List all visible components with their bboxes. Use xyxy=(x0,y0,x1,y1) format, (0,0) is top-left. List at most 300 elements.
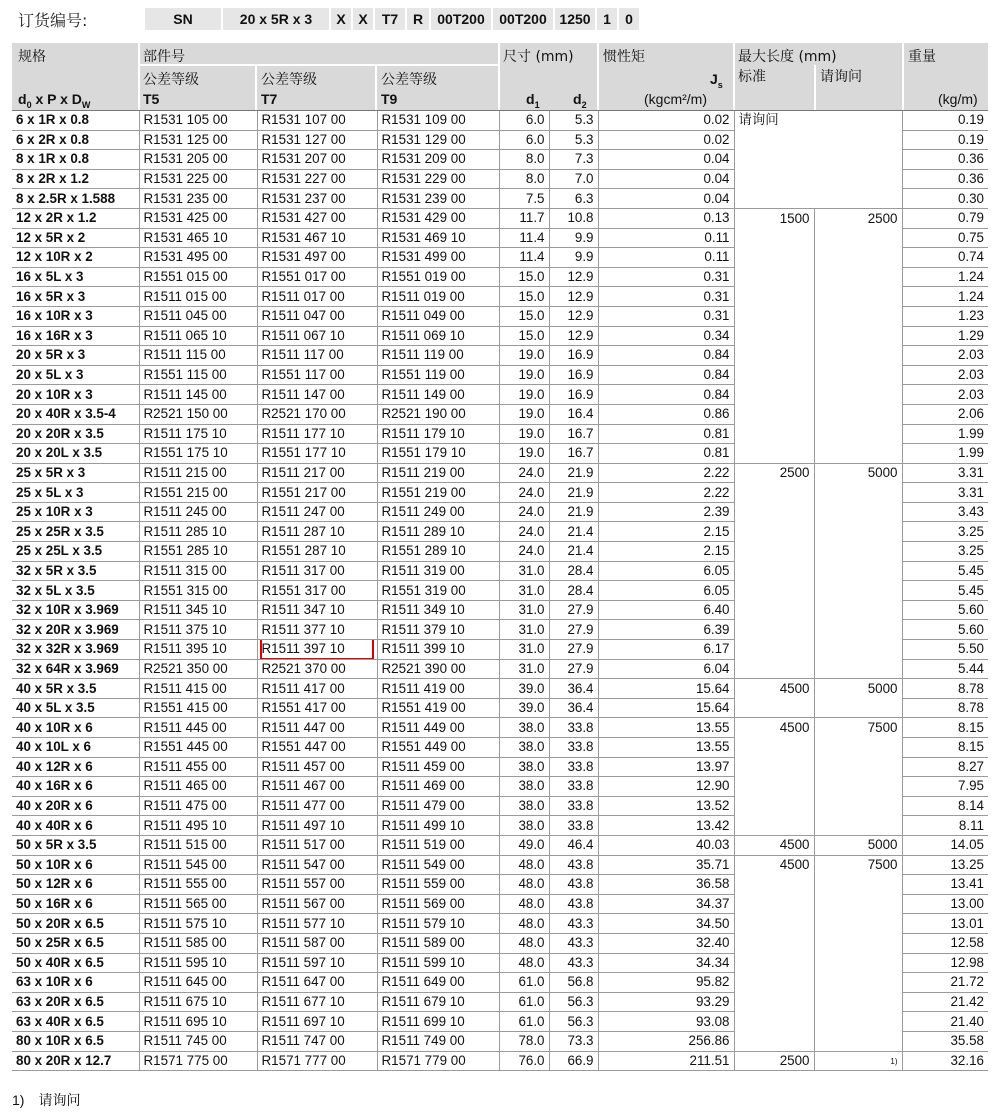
d1-cell: 38.0 xyxy=(499,796,549,816)
part-t9-cell: R1511 589 00 xyxy=(377,933,499,953)
spec-cell: 63 x 20R x 6.5 xyxy=(12,992,139,1012)
inertia-cell: 0.84 xyxy=(598,365,734,385)
max-length-standard-cell xyxy=(734,973,814,993)
part-t7-cell: R1511 067 10 xyxy=(257,326,377,346)
max-length-standard-cell xyxy=(734,522,814,542)
table-row xyxy=(12,404,988,424)
spec-cell: 16 x 10R x 3 xyxy=(12,306,139,326)
d2-cell: 16.7 xyxy=(549,444,598,464)
part-t9-cell: R1511 549 00 xyxy=(377,855,499,875)
max-length-request-cell xyxy=(814,894,902,914)
spec-cell: 25 x 25R x 3.5 xyxy=(12,522,139,542)
weight-cell: 5.60 xyxy=(902,600,988,620)
max-length-standard-cell xyxy=(734,816,814,836)
header-t5: T5 xyxy=(143,91,160,107)
inertia-cell: 0.04 xyxy=(598,150,734,170)
max-length-standard-cell xyxy=(734,130,814,150)
part-t9-cell: R1571 779 00 xyxy=(377,1051,499,1071)
table-header xyxy=(12,43,988,110)
part-t7-cell: R1511 587 00 xyxy=(257,933,377,953)
header-on-request: 请询问 xyxy=(820,69,862,85)
max-length-request-cell: 7500 xyxy=(814,718,902,738)
spec-cell: 50 x 10R x 6 xyxy=(12,855,139,875)
part-t9-cell: R1511 219 00 xyxy=(377,463,499,483)
part-t9-cell: R1531 109 00 xyxy=(377,111,499,130)
header-tolerance-t5: 公差等级 xyxy=(143,72,199,88)
weight-cell: 8.15 xyxy=(902,718,988,738)
part-t7-cell: R1551 177 10 xyxy=(257,444,377,464)
part-t9-cell: R1511 479 00 xyxy=(377,796,499,816)
part-t5-cell: R1511 145 00 xyxy=(139,385,257,405)
header-tolerance-t9: 公差等级 xyxy=(381,72,437,88)
weight-cell: 3.25 xyxy=(902,542,988,562)
part-t7-cell: R1531 127 00 xyxy=(257,130,377,150)
part-t9-cell: R1511 289 10 xyxy=(377,522,499,542)
part-t7-cell: R1511 047 00 xyxy=(257,306,377,326)
d2-cell: 12.9 xyxy=(549,287,598,307)
weight-cell: 3.43 xyxy=(902,502,988,522)
max-length-request-cell xyxy=(814,992,902,1012)
spec-cell: 12 x 2R x 1.2 xyxy=(12,208,139,228)
part-t7-cell: R1531 237 00 xyxy=(257,189,377,209)
table-row xyxy=(12,267,988,287)
part-t5-cell: R1531 125 00 xyxy=(139,130,257,150)
part-t9-cell: R1531 229 00 xyxy=(377,169,499,189)
max-length-standard-cell xyxy=(734,640,814,660)
inertia-cell: 0.31 xyxy=(598,267,734,287)
inertia-cell: 95.82 xyxy=(598,973,734,993)
weight-cell: 0.36 xyxy=(902,169,988,189)
d1-cell: 38.0 xyxy=(499,738,549,758)
d2-cell: 33.8 xyxy=(549,816,598,836)
inertia-cell: 211.51 xyxy=(598,1051,734,1071)
part-t7-cell: R1551 117 00 xyxy=(257,365,377,385)
weight-cell: 2.03 xyxy=(902,385,988,405)
inertia-cell: 6.39 xyxy=(598,620,734,640)
d2-cell: 27.9 xyxy=(549,600,598,620)
part-t7-cell: R1511 377 10 xyxy=(257,620,377,640)
part-t5-cell: R1511 745 00 xyxy=(139,1031,257,1051)
max-length-standard-cell xyxy=(734,894,814,914)
spec-cell: 50 x 16R x 6 xyxy=(12,894,139,914)
max-length-standard-cell xyxy=(734,228,814,248)
d1-cell: 31.0 xyxy=(499,581,549,601)
d2-cell: 9.9 xyxy=(549,228,598,248)
max-length-request-cell xyxy=(814,600,902,620)
header-divider xyxy=(498,43,500,110)
max-length-request-cell xyxy=(814,326,902,346)
part-t7-cell: R1511 647 00 xyxy=(257,973,377,993)
part-t9-cell: R1511 179 10 xyxy=(377,424,499,444)
d1-cell: 19.0 xyxy=(499,385,549,405)
spec-cell: 20 x 5R x 3 xyxy=(12,346,139,366)
part-t7-cell: R1531 427 00 xyxy=(257,208,377,228)
part-t9-cell: R1511 319 00 xyxy=(377,561,499,581)
max-length-request-cell xyxy=(814,130,902,150)
max-length-request-cell xyxy=(814,757,902,777)
inertia-cell: 0.02 xyxy=(598,111,734,130)
spec-cell: 63 x 40R x 6.5 xyxy=(12,1012,139,1032)
table-row xyxy=(12,933,988,953)
header-divider xyxy=(140,64,498,66)
weight-cell: 0.30 xyxy=(902,189,988,209)
footnote-mark: 1) xyxy=(12,1092,25,1108)
d2-cell: 27.9 xyxy=(549,640,598,660)
d1-cell: 15.0 xyxy=(499,306,549,326)
max-length-request-cell xyxy=(814,640,902,660)
inertia-cell: 0.81 xyxy=(598,444,734,464)
part-t9-cell: R1531 129 00 xyxy=(377,130,499,150)
spec-cell: 16 x 5L x 3 xyxy=(12,267,139,287)
table-row xyxy=(12,208,988,228)
max-length-request-cell xyxy=(814,267,902,287)
inertia-cell: 256.86 xyxy=(598,1031,734,1051)
weight-cell: 13.25 xyxy=(902,855,988,875)
weight-cell: 2.03 xyxy=(902,365,988,385)
d2-cell: 21.9 xyxy=(549,463,598,483)
spec-cell: 20 x 20R x 3.5 xyxy=(12,424,139,444)
part-t5-cell: R1551 445 00 xyxy=(139,738,257,758)
table-row xyxy=(12,150,988,170)
table-row xyxy=(12,542,988,562)
weight-cell: 1.23 xyxy=(902,306,988,326)
max-length-standard-cell: 4500 xyxy=(734,855,814,875)
header-divider xyxy=(902,43,904,110)
d2-cell: 43.8 xyxy=(549,855,598,875)
part-t5-cell: R1511 445 00 xyxy=(139,718,257,738)
d1-cell: 61.0 xyxy=(499,1012,549,1032)
part-t5-cell: R1511 475 00 xyxy=(139,796,257,816)
inertia-cell: 13.97 xyxy=(598,757,734,777)
max-length-standard-cell xyxy=(734,189,814,209)
parts-table xyxy=(12,110,988,1071)
max-length-standard-cell xyxy=(734,267,814,287)
max-length-request-cell xyxy=(814,483,902,503)
d1-cell: 31.0 xyxy=(499,620,549,640)
max-length-standard-cell xyxy=(734,698,814,718)
part-t7-cell: R1511 497 10 xyxy=(257,816,377,836)
header-js: $J_s$ xyxy=(710,71,723,90)
table-row xyxy=(12,600,988,620)
spec-cell: 25 x 25L x 3.5 xyxy=(12,542,139,562)
max-length-request-cell xyxy=(814,581,902,601)
table-row xyxy=(12,326,988,346)
d1-cell: 11.4 xyxy=(499,228,549,248)
part-t5-cell: R1511 555 00 xyxy=(139,875,257,895)
spec-cell: 40 x 5L x 3.5 xyxy=(12,698,139,718)
d2-cell: 43.3 xyxy=(549,953,598,973)
max-length-standard-cell xyxy=(734,581,814,601)
max-length-request-cell: 5000 xyxy=(814,679,902,699)
header-d1: $d_1$ xyxy=(526,91,540,110)
max-length-standard-cell xyxy=(734,659,814,679)
max-length-standard-cell xyxy=(734,953,814,973)
part-t7-cell: R1511 547 00 xyxy=(257,855,377,875)
part-t5-cell: R1551 415 00 xyxy=(139,698,257,718)
inertia-cell: 13.55 xyxy=(598,738,734,758)
spec-cell: 32 x 64R x 3.969 xyxy=(12,659,139,679)
d2-cell: 12.9 xyxy=(549,326,598,346)
part-t9-cell: R1511 049 00 xyxy=(377,306,499,326)
part-t7-cell: R2521 370 00 xyxy=(257,659,377,679)
d1-cell: 15.0 xyxy=(499,267,549,287)
part-t9-cell: R1511 579 10 xyxy=(377,914,499,934)
max-length-request-cell xyxy=(814,777,902,797)
spec-cell: 16 x 16R x 3 xyxy=(12,326,139,346)
order-cell: X xyxy=(331,8,351,30)
inertia-cell: 93.29 xyxy=(598,992,734,1012)
d1-cell: 31.0 xyxy=(499,640,549,660)
header-divider xyxy=(375,65,377,110)
inertia-cell: 32.40 xyxy=(598,933,734,953)
part-t7-cell: R1511 677 10 xyxy=(257,992,377,1012)
part-t7-cell: R1531 207 00 xyxy=(257,150,377,170)
max-length-request-cell xyxy=(814,816,902,836)
max-length-request-cell xyxy=(814,169,902,189)
part-t5-cell: R1511 675 10 xyxy=(139,992,257,1012)
table-row xyxy=(12,130,988,150)
table-row xyxy=(12,738,988,758)
spec-cell: 80 x 20R x 12.7 xyxy=(12,1051,139,1071)
part-t9-cell: R1511 349 10 xyxy=(377,600,499,620)
table-row xyxy=(12,365,988,385)
inertia-cell: 0.31 xyxy=(598,287,734,307)
max-length-request-cell xyxy=(814,150,902,170)
part-t5-cell: R1511 645 00 xyxy=(139,973,257,993)
d2-cell: 43.3 xyxy=(549,914,598,934)
header-divider xyxy=(733,43,735,110)
part-t9-cell: R1551 179 10 xyxy=(377,444,499,464)
part-t7-cell: R1511 177 10 xyxy=(257,424,377,444)
spec-cell: 40 x 12R x 6 xyxy=(12,757,139,777)
inertia-cell: 15.64 xyxy=(598,698,734,718)
part-t5-cell: R1511 415 00 xyxy=(139,679,257,699)
part-t7-cell: R1551 317 00 xyxy=(257,581,377,601)
part-t5-cell: R1511 215 00 xyxy=(139,463,257,483)
header-weight-unit: (kg/m) xyxy=(938,91,978,107)
max-length-request-cell xyxy=(814,875,902,895)
table-body xyxy=(12,111,988,1071)
weight-cell: 14.05 xyxy=(902,835,988,855)
order-cell: T7 xyxy=(375,8,405,30)
d1-cell: 48.0 xyxy=(499,875,549,895)
d2-cell: 66.9 xyxy=(549,1051,598,1071)
part-t9-cell: R1511 519 00 xyxy=(377,835,499,855)
table-row xyxy=(12,992,988,1012)
d1-cell: 6.0 xyxy=(499,130,549,150)
part-t9-cell: R1511 679 10 xyxy=(377,992,499,1012)
table-row xyxy=(12,894,988,914)
spec-cell: 40 x 20R x 6 xyxy=(12,796,139,816)
part-t5-cell: R1551 215 00 xyxy=(139,483,257,503)
part-t9-cell: R2521 190 00 xyxy=(377,404,499,424)
part-t9-cell: R1551 319 00 xyxy=(377,581,499,601)
d2-cell: 12.9 xyxy=(549,267,598,287)
max-length-request-cell xyxy=(814,953,902,973)
d1-cell: 38.0 xyxy=(499,777,549,797)
part-t7-cell: R1551 287 10 xyxy=(257,542,377,562)
d2-cell: 43.8 xyxy=(549,875,598,895)
max-length-standard-cell xyxy=(734,385,814,405)
max-length-standard-cell xyxy=(734,914,814,934)
d1-cell: 19.0 xyxy=(499,404,549,424)
footnote-text: 请询问 xyxy=(38,1093,81,1109)
d2-cell: 33.8 xyxy=(549,757,598,777)
part-t5-cell: R1511 495 10 xyxy=(139,816,257,836)
max-length-request-cell xyxy=(814,1012,902,1032)
part-t5-cell: R1531 465 10 xyxy=(139,228,257,248)
part-t9-cell: R1511 419 00 xyxy=(377,679,499,699)
inertia-cell: 0.31 xyxy=(598,306,734,326)
table-row xyxy=(12,1012,988,1032)
table-row xyxy=(12,1031,988,1051)
d1-cell: 48.0 xyxy=(499,914,549,934)
part-t9-cell: R1551 289 10 xyxy=(377,542,499,562)
table-row xyxy=(12,463,988,483)
d2-cell: 28.4 xyxy=(549,581,598,601)
header-d2: $d_2$ xyxy=(573,91,587,110)
d2-cell: 27.9 xyxy=(549,659,598,679)
spec-cell: 6 x 2R x 0.8 xyxy=(12,130,139,150)
d1-cell: 11.7 xyxy=(499,208,549,228)
part-t7-cell: R1511 517 00 xyxy=(257,835,377,855)
header-tolerance-t7: 公差等级 xyxy=(261,72,317,88)
max-length-standard-cell xyxy=(734,600,814,620)
part-t9-cell: R1511 499 10 xyxy=(377,816,499,836)
part-t9-cell: R1511 249 00 xyxy=(377,502,499,522)
part-t7-cell: R1511 217 00 xyxy=(257,463,377,483)
inertia-cell: 12.90 xyxy=(598,777,734,797)
max-length-request-cell xyxy=(814,973,902,993)
part-t9-cell: R1511 649 00 xyxy=(377,973,499,993)
spec-cell: 20 x 40R x 3.5-4 xyxy=(12,404,139,424)
order-cell: 0 xyxy=(619,8,639,30)
part-t9-cell: R1551 119 00 xyxy=(377,365,499,385)
spec-cell: 8 x 2.5R x 1.588 xyxy=(12,189,139,209)
table-row xyxy=(12,228,988,248)
part-t7-cell: R1511 417 00 xyxy=(257,679,377,699)
part-t7-cell: R1511 247 00 xyxy=(257,502,377,522)
header-divider xyxy=(255,65,257,110)
part-t9-cell: R1551 419 00 xyxy=(377,698,499,718)
header-dimensions: 尺寸 (mm) xyxy=(503,49,574,65)
part-t7-cell: R1511 347 10 xyxy=(257,600,377,620)
part-t5-cell: R1551 015 00 xyxy=(139,267,257,287)
d2-cell: 10.8 xyxy=(549,208,598,228)
weight-cell: 2.03 xyxy=(902,346,988,366)
part-t9-cell: R1531 469 10 xyxy=(377,228,499,248)
part-t5-cell: R1571 775 00 xyxy=(139,1051,257,1071)
part-t5-cell: R1511 345 10 xyxy=(139,600,257,620)
inertia-cell: 35.71 xyxy=(598,855,734,875)
part-t5-cell: R1511 315 00 xyxy=(139,561,257,581)
d1-cell: 24.0 xyxy=(499,522,549,542)
part-t7-cell: R1511 467 00 xyxy=(257,777,377,797)
spec-cell: 25 x 5L x 3 xyxy=(12,483,139,503)
d1-cell: 48.0 xyxy=(499,894,549,914)
header-t9: T9 xyxy=(381,91,398,107)
weight-cell: 21.40 xyxy=(902,1012,988,1032)
part-t5-cell: R1511 015 00 xyxy=(139,287,257,307)
max-length-request-cell: 5000 xyxy=(814,835,902,855)
max-length-request-cell xyxy=(814,738,902,758)
part-t7-cell: R1531 467 10 xyxy=(257,228,377,248)
weight-cell: 0.75 xyxy=(902,228,988,248)
max-length-request-cell xyxy=(814,365,902,385)
inertia-cell: 6.05 xyxy=(598,581,734,601)
max-length-request-cell xyxy=(814,346,902,366)
inertia-cell: 0.84 xyxy=(598,346,734,366)
d2-cell: 21.4 xyxy=(549,542,598,562)
part-t9-cell: R1511 459 00 xyxy=(377,757,499,777)
part-t7-cell: R1511 477 00 xyxy=(257,796,377,816)
d2-cell: 16.7 xyxy=(549,424,598,444)
order-code-bar xyxy=(18,8,641,30)
spec-cell: 12 x 10R x 2 xyxy=(12,248,139,268)
part-t9-cell: R1511 749 00 xyxy=(377,1031,499,1051)
order-cell: 1 xyxy=(597,8,617,30)
d2-cell: 33.8 xyxy=(549,718,598,738)
inertia-cell: 6.17 xyxy=(598,640,734,660)
max-length-standard-cell xyxy=(734,287,814,307)
spec-cell: 63 x 10R x 6 xyxy=(12,973,139,993)
max-length-standard-cell xyxy=(734,875,814,895)
max-length-standard-cell xyxy=(734,306,814,326)
part-t5-cell: R1511 585 00 xyxy=(139,933,257,953)
part-t5-cell: R1531 425 00 xyxy=(139,208,257,228)
d1-cell: 8.0 xyxy=(499,169,549,189)
max-length-standard-cell xyxy=(734,1031,814,1051)
d2-cell: 21.9 xyxy=(549,502,598,522)
weight-cell: 3.25 xyxy=(902,522,988,542)
d2-cell: 16.9 xyxy=(549,385,598,405)
table-row xyxy=(12,914,988,934)
weight-cell: 21.72 xyxy=(902,973,988,993)
max-length-request-cell xyxy=(814,111,902,130)
max-length-standard-cell xyxy=(734,561,814,581)
table-row xyxy=(12,483,988,503)
part-t7-cell: R1511 287 10 xyxy=(257,522,377,542)
max-length-request-cell xyxy=(814,698,902,718)
max-length-standard-cell xyxy=(734,1012,814,1032)
part-t5-cell: R1511 045 00 xyxy=(139,306,257,326)
spec-cell: 20 x 10R x 3 xyxy=(12,385,139,405)
max-length-request-cell xyxy=(814,424,902,444)
part-t7-cell: R1511 317 00 xyxy=(257,561,377,581)
d2-cell: 16.9 xyxy=(549,346,598,366)
d2-cell: 5.3 xyxy=(549,130,598,150)
order-code-label: 订货编号: xyxy=(18,10,88,30)
weight-cell: 13.01 xyxy=(902,914,988,934)
inertia-cell: 6.05 xyxy=(598,561,734,581)
d1-cell: 61.0 xyxy=(499,973,549,993)
table-row xyxy=(12,424,988,444)
part-t5-cell: R2521 350 00 xyxy=(139,659,257,679)
order-cell: X xyxy=(353,8,373,30)
order-cell: 00T200 xyxy=(431,8,491,30)
inertia-cell: 0.13 xyxy=(598,208,734,228)
weight-cell: 8.78 xyxy=(902,679,988,699)
part-t5-cell: R1531 105 00 xyxy=(139,111,257,130)
max-length-standard-cell xyxy=(734,933,814,953)
max-length-standard-cell xyxy=(734,444,814,464)
header-standard: 标准 xyxy=(738,69,766,85)
max-length-standard-cell xyxy=(734,169,814,189)
part-t5-cell: R1511 575 10 xyxy=(139,914,257,934)
inertia-cell: 13.42 xyxy=(598,816,734,836)
max-length-standard-cell xyxy=(734,738,814,758)
max-length-request-cell xyxy=(814,385,902,405)
